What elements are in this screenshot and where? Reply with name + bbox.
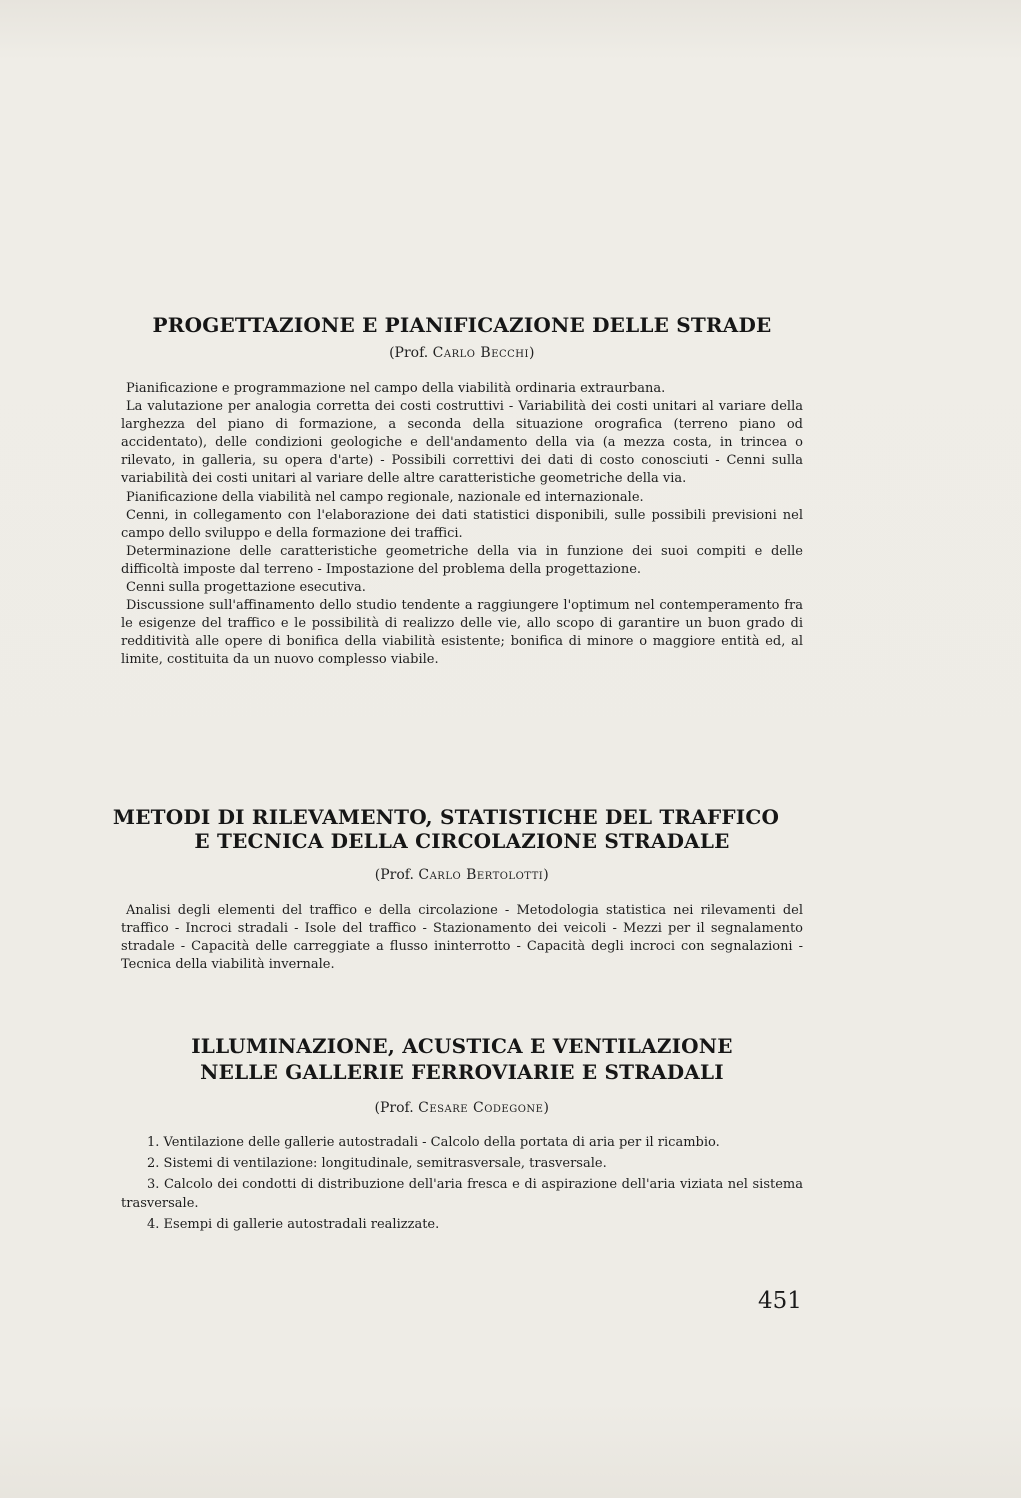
list-item: 2. Sistemi di ventilazione: longitudinale, semitrasversale, trasversale. [147,1156,607,1171]
section-title-metodi-line1: METODI DI RILEVAMENTO, STATISTICHE DEL TRAFFICO [112,805,780,829]
section-author-codegone [121,1100,803,1116]
list-item: 4. Esempi di gallerie autostradali realizzate. [147,1217,440,1232]
section-title-progettazione: PROGETTAZIONE E PIANIFICAZIONE DELLE STRADE [152,313,772,337]
paragraph: Pianificazione della viabilità nel campo regionale, nazionale ed internazionale. [126,489,644,505]
paragraph: Determinazione delle caratteristiche geometriche della via in funzione dei suoi compiti e delle difficoltà imposte dal terreno - Impostazione del problema della progettazione. [121,543,803,577]
section-list-illuminazione [121,1133,803,1236]
list-item: 1. Ventilazione delle gallerie autostradali - Calcolo della portata di aria per il ricambio. [147,1135,720,1150]
section-body-progettazione [121,380,803,670]
author-name: Carlo Bertolotti) [418,867,550,883]
paragraph: Discussione sull'affinamento dello studio tendente a raggiungere l'optimum nel contemperamento fra le esigenze del traffico e le possibilità di realizzo delle vie, allo scopo di garantire un buon grado di redditività alle opere di bonifica della viabilità esistente; bonifica di minore o maggiore entità ed, al limite, costituita da un nuovo complesso viabile. [121,598,803,668]
section-title-metodi-line2: E TECNICA DELLA CIRCOLAZIONE STRADALE [194,829,730,853]
author-prefix: (Prof. [374,867,414,883]
section-author-becchi [121,345,803,361]
author-prefix: (Prof. [374,1100,414,1116]
show-through-texture [118,120,808,310]
page-number: 451 [758,1288,802,1314]
author-name: Cesare Codegone) [418,1100,550,1116]
paragraph: La valutazione per analogia corretta dei costi costruttivi - Variabilità dei costi unitari al variare della larghezza del piano di formazione, a seconda della situazione orografica (terreno piano od accidentato), delle condizioni geologiche e dell'andamento della via (a mezza costa, in trincea o rilevato, in galleria, su opera d'arte) - Possibili correttivi dei dati di costo conosciuti - Cenni sulla variabilità dei costi unitari al variare delle altre caratteristiche geometriche della via. [121,399,803,487]
paragraph: Analisi degli elementi del traffico e della circolazione - Metodologia statistica nei rilevamenti del traffico - Incroci stradali - Isole del traffico - Stazionamento dei veicoli - Mezzi per il segnalamento stradale - Capacità delle carreggiate a flusso ininterrotto - Capacità degli incroci con segnalazioni - Tecnica della viabilità invernale. [121,903,803,973]
paragraph: Cenni sulla progettazione esecutiva. [126,580,366,596]
paragraph: Pianificazione e programmazione nel campo della viabilità ordinaria extraurbana. [126,381,666,396]
author-name: Carlo Becchi) [432,345,535,361]
section-title-illuminazione-line1: ILLUMINAZIONE, ACUSTICA E VENTILAZIONE [191,1034,733,1058]
section-author-bertolotti [121,867,803,883]
paragraph: Cenni, in collegamento con l'elaborazione dei dati statistici disponibili, sulle possibili previsioni nel campo dello sviluppo e della formazione dei traffici. [121,507,803,541]
section-body-metodi [121,902,803,974]
list-item: 3. Calcolo dei condotti di distribuzione dell'aria fresca e di aspirazione dell'aria viziata nel sistema trasversale. [121,1177,803,1211]
author-prefix: (Prof. [389,345,429,361]
section-title-illuminazione-line2: NELLE GALLERIE FERROVIARIE E STRADALI [200,1060,724,1084]
